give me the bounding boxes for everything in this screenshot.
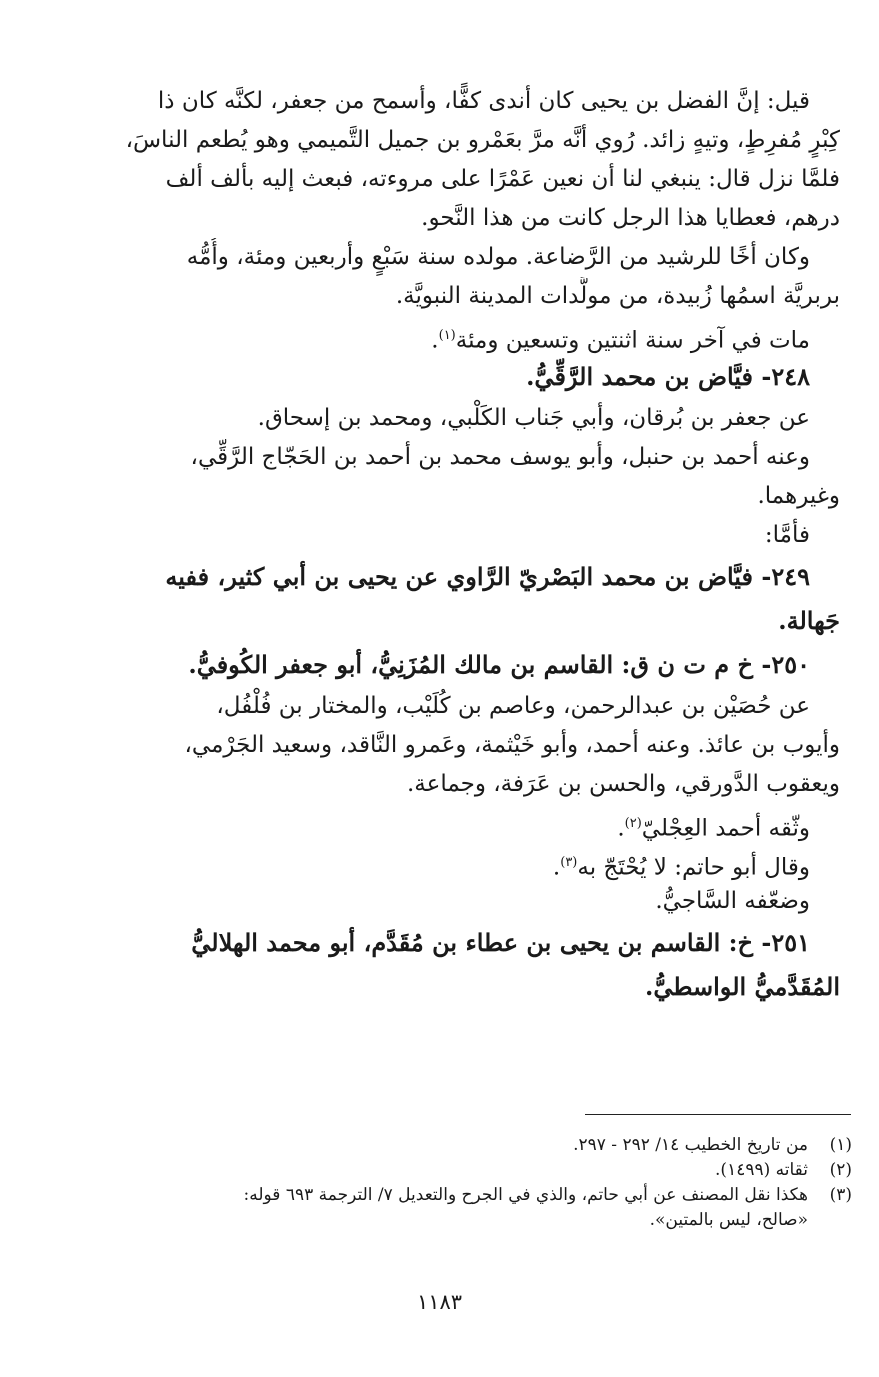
text-line: فلمَّا نزل قال: ينبغي لنا أن نعين عَمْرًا على مروءته، فبعث إليه بألف ألف xyxy=(165,166,840,192)
footnote-number: (٢) xyxy=(829,1160,852,1180)
footnote-1 xyxy=(100,1133,852,1158)
text-line: وكان أخًا للرشيد من الرَّضاعة. مولده سنة سَبْعٍ وأربعين ومئة، وأُمُّه xyxy=(186,244,810,270)
text-line: فأمَّا: xyxy=(764,522,810,548)
page-number: ١١٨٣ xyxy=(416,1290,463,1314)
footnote-ref-3: (٣) xyxy=(560,855,578,870)
footnote-3 xyxy=(100,1183,852,1208)
footnote-2 xyxy=(100,1158,852,1183)
entry-251-heading: ٢٥١- خ: القاسم بن يحيى بن عطاء بن مُقَدَّم، أبو محمد الهلاليُّ xyxy=(191,928,810,957)
footnotes xyxy=(100,1133,852,1233)
abu-hatim-text: وقال أبو حاتم: لا يُحْتَجّ به xyxy=(577,854,810,881)
period: . xyxy=(431,327,439,354)
entry-249-heading: ٢٤٩- فيَّاض بن محمد البَصْريّ الرَّاوي عن يحيى بن أبي كثير، ففيه xyxy=(165,562,810,591)
text-line: وأيوب بن عائذ. وعنه أحمد، وأبو خَيْثمة، وعَمرو النَّاقد، وسعيد الجَرْمي، xyxy=(184,732,840,758)
footnote-text: هكذا نقل المصنف عن أبي حاتم، والذي في الجرح والتعديل ٧/ الترجمة ٦٩٣ قوله: xyxy=(243,1185,808,1205)
footnote-number: (١) xyxy=(829,1135,852,1155)
footnote-3-continuation: «صالح، ليس بالمتين». xyxy=(649,1210,808,1230)
tawthiq-text: وثّقه أحمد العِجْليّ xyxy=(641,815,810,842)
footnote-divider xyxy=(585,1114,851,1115)
death-text: مات في آخر سنة اثنتين وتسعين ومئة xyxy=(455,327,810,354)
text-line: وعنه أحمد بن حنبل، وأبو يوسف محمد بن أحمد بن الحَجّاج الرَّقِّي، xyxy=(190,444,810,470)
tawthiq-line: وثّقه أحمد العِجْليّ$^{(٢)}$. xyxy=(617,815,810,842)
text-line: كِبْرٍ مُفرِطٍ، وتيهٍ زائد. رُوي أنَّه مرَّ بعَمْرو بن جميل التَّميمي وهو يُطعم الناسَ، xyxy=(125,127,840,153)
text-line: وغيرهما. xyxy=(757,483,840,509)
death-line xyxy=(100,316,840,355)
entry-248-heading: ٢٤٨- فيَّاض بن محمد الرَّقِّيُّ. xyxy=(526,362,810,391)
text-line: قيل: إنَّ الفضل بن يحيى كان أندى كفًّا، وأسمح من جعفر، لكنَّه كان ذا xyxy=(157,88,810,114)
footnote-number: (٣) xyxy=(829,1185,852,1205)
entry-251-heading-cont: المُقَدَّميُّ الواسطيُّ. xyxy=(644,972,840,1001)
text-line: درهم، فعطايا هذا الرجل كانت من هذا النَّحو. xyxy=(421,205,840,231)
text-line: وضعّفه السَّاجيُّ. xyxy=(655,888,810,914)
entry-249-heading-cont: جَهالة. xyxy=(778,606,840,635)
footnote-ref-2: (٢) xyxy=(624,816,642,831)
footnote-text: من تاريخ الخطيب ١٤/ ٢٩٢ - ٢٩٧. xyxy=(573,1135,808,1155)
text-line: ويعقوب الدَّورقي، والحسن بن عَرَفة، وجماعة. xyxy=(406,771,840,797)
main-text xyxy=(100,82,840,1009)
footnote-ref-1: (١) xyxy=(438,328,456,343)
text-line: بربريَّة اسمُها زُبيدة، من مولَّدات المدينة النبويَّة. xyxy=(395,283,840,309)
entry-250-heading: ٢٥٠- خ م ت ن ق: القاسم بن مالك المُزَنِيُّ، أبو جعفر الكُوفيُّ. xyxy=(188,650,810,679)
abu-hatim-line: وقال أبو حاتم: لا يُحْتَجّ به$^{(٣)}$. xyxy=(552,854,810,881)
text-line: عن حُصَيْن بن عبدالرحمن، وعاصم بن كُلَيْب، والمختار بن فُلْفُل، xyxy=(216,693,810,719)
text-line: عن جعفر بن بُرقان، وأبي جَناب الكَلْبي، ومحمد بن إسحاق. xyxy=(257,405,810,431)
footnote-text: ثقاته (١٤٩٩). xyxy=(715,1160,808,1180)
